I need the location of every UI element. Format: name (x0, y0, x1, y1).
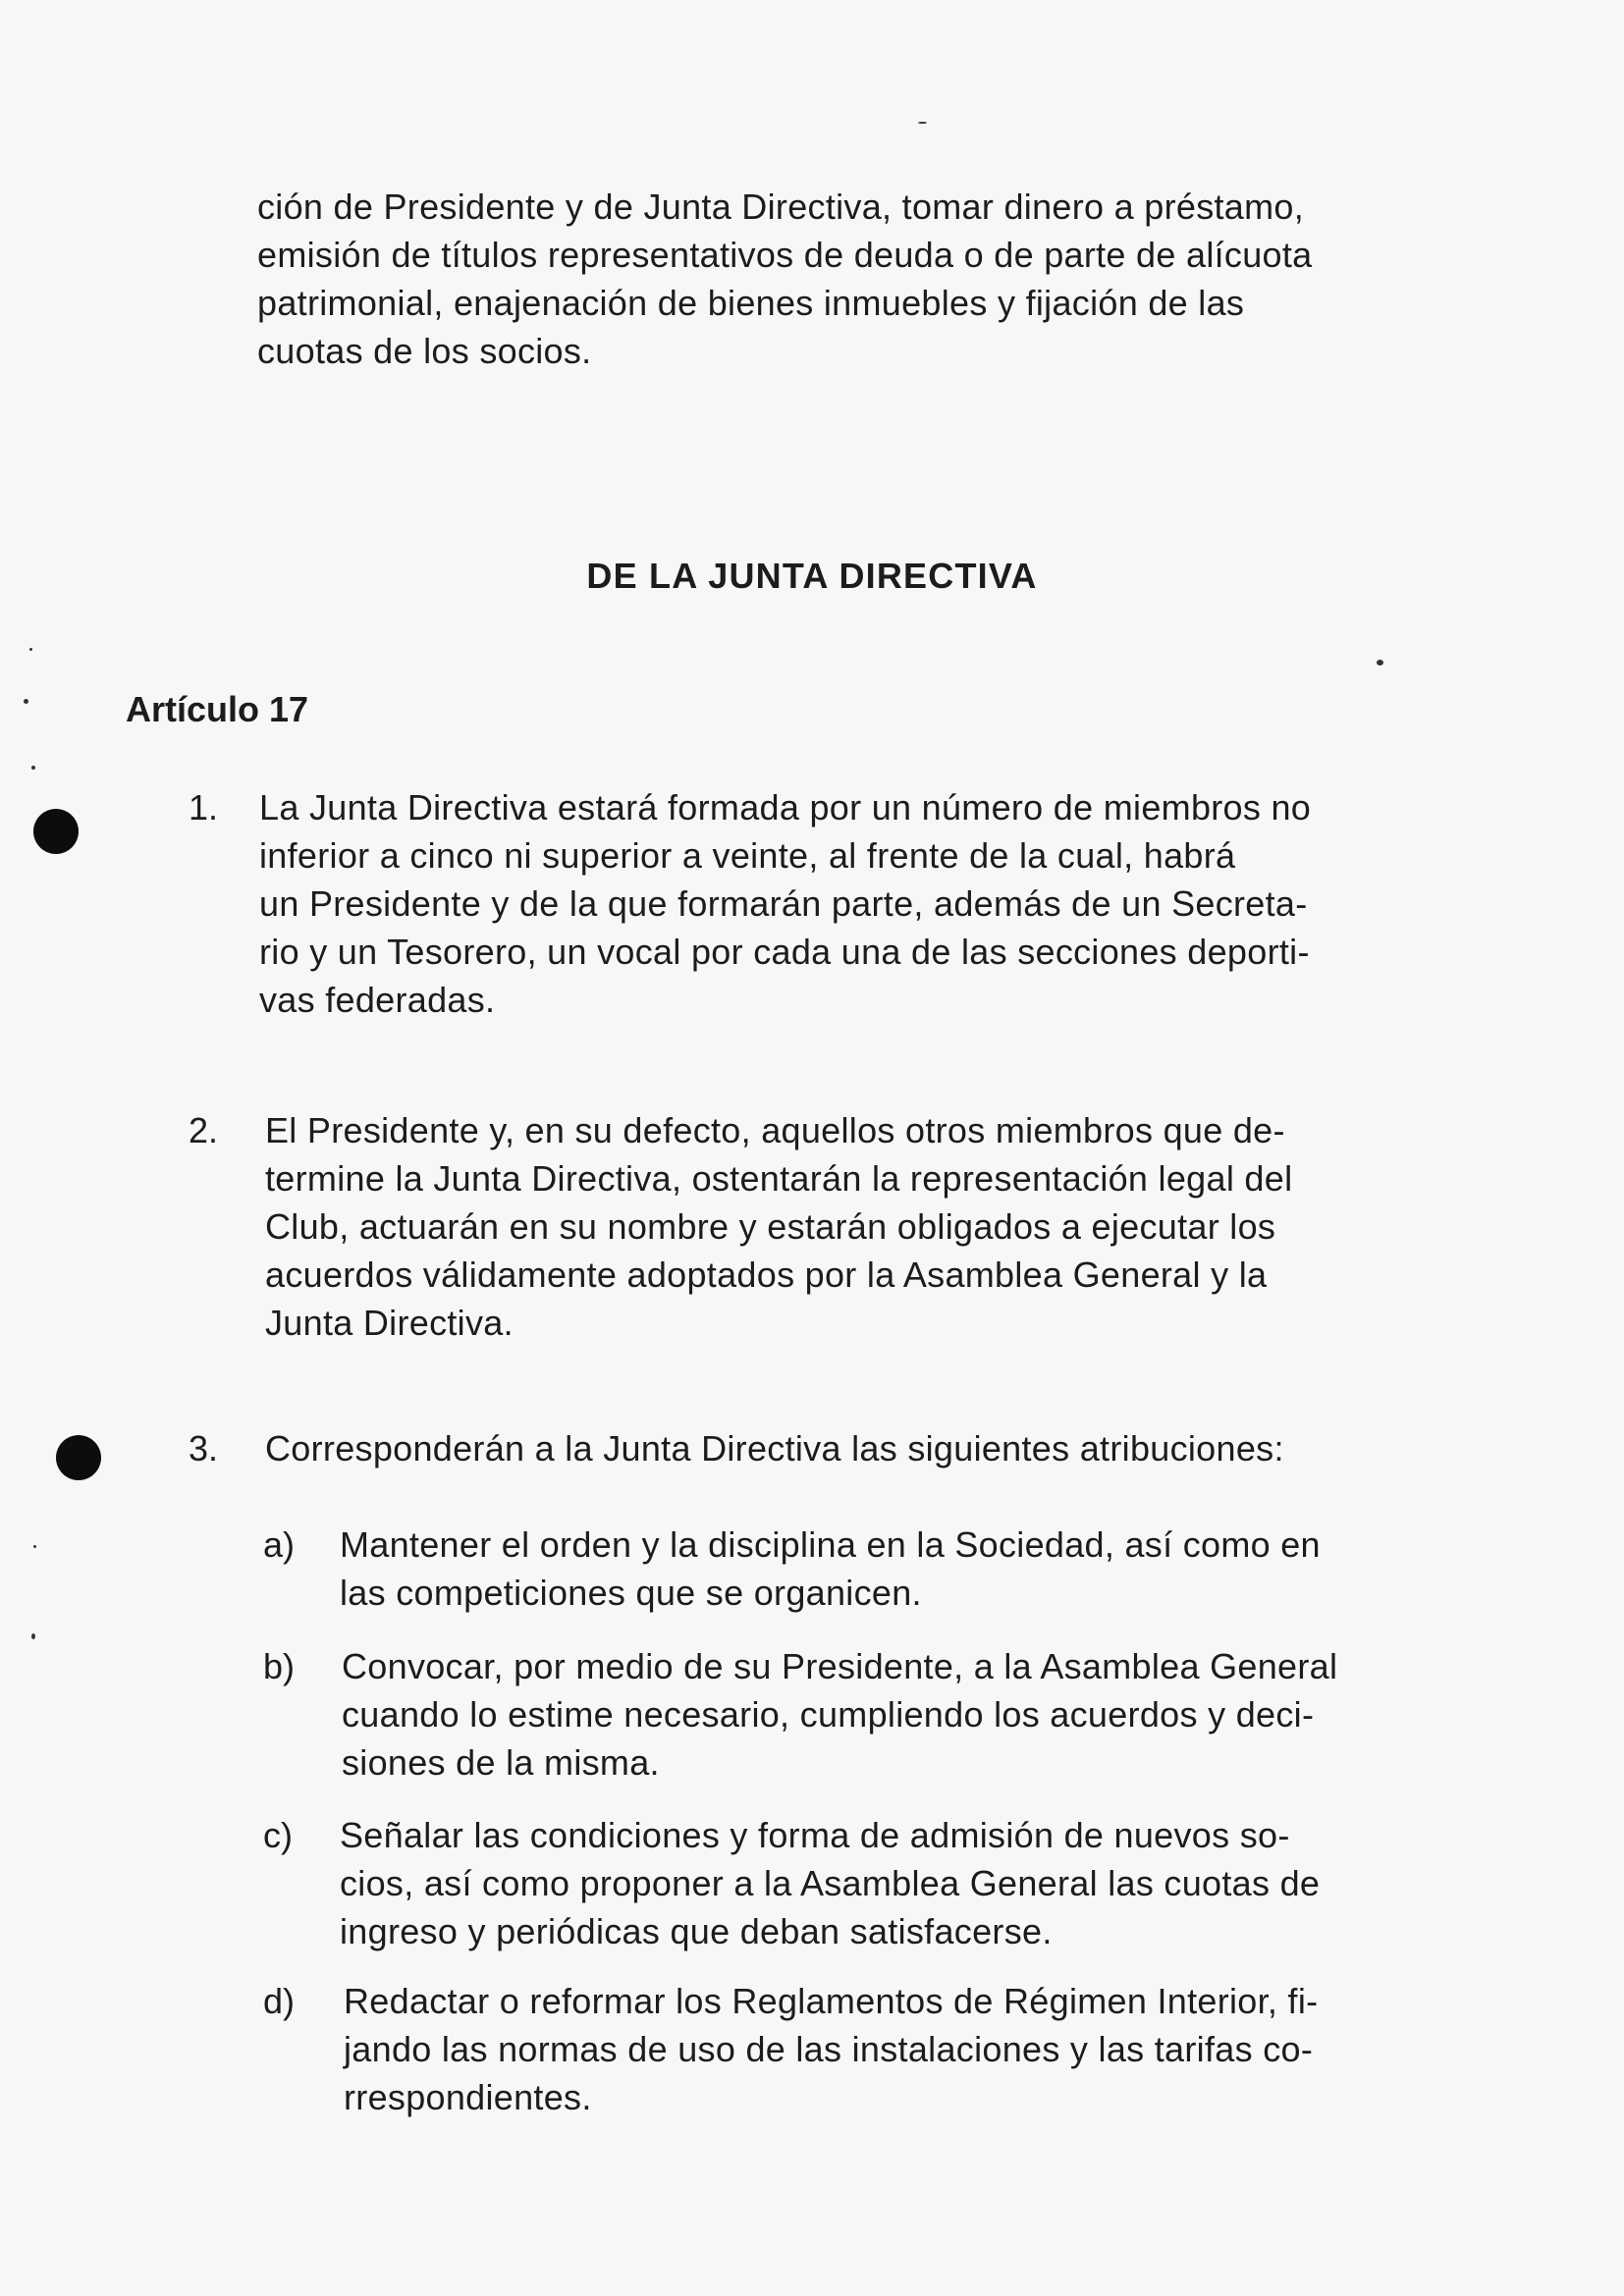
punch-hole-top (33, 809, 79, 854)
scan-speck (31, 1633, 35, 1639)
scan-speck (918, 122, 927, 124)
scan-speck (24, 699, 28, 704)
item-number: 1. (189, 787, 219, 828)
subitem-letter: b) (263, 1646, 296, 1686)
list-item: Corresponderán a la Junta Directiva las siguientes atribuciones: (265, 1428, 1284, 1468)
subitem-letter: c) (263, 1815, 293, 1855)
sub-list-item: Mantener el orden y la disciplina en la Sociedad, así como en las competiciones que se organicen. (340, 1524, 1321, 1613)
scan-speck (33, 1545, 36, 1548)
sub-list-item: Señalar las condiciones y forma de admisión de nuevos so- cios, así como proponer a la Asamblea General las cuotas de ingreso y periódicas que deban satisfacerse. (340, 1815, 1321, 1951)
list-item: El Presidente y, en su defecto, aquellos otros miembros que de- termine la Junta Directiva, ostentarán la representación legal del Club, actuarán en su nombre y estarán obligados a ejecutar los acuerdos válidamente adoptados por la Asamblea General y la Junta Directiva. (265, 1110, 1293, 1343)
punch-hole-bottom (56, 1435, 101, 1480)
scan-speck (1377, 660, 1383, 666)
subitem-letter: a) (263, 1524, 296, 1565)
section-heading: DE LA JUNTA DIRECTIVA (586, 556, 1038, 596)
intro-paragraph: ción de Presidente y de Junta Directiva, tomar dinero a préstamo, emisión de títulos representativos de deuda o de parte de alícuota patrimonial, enajenación de bienes inmuebles y fijación de las cuotas de los socios. (257, 187, 1313, 371)
list-item: La Junta Directiva estará formada por un número de miembros no inferior a cinco ni superior a veinte, al frente de la cual, habrá un Presidente y de la que formarán parte, además de un Secreta- rio y un Tesorero, un vocal por cada una de las secciones deporti- vas federadas. (259, 787, 1312, 1020)
article-title: Artículo 17 (126, 689, 309, 729)
scan-speck (29, 648, 32, 651)
item-number: 3. (189, 1428, 219, 1468)
sub-list-item: Convocar, por medio de su Presidente, a la Asamblea General cuando lo estime necesario, cumpliendo los acuerdos y deci- siones de la misma. (342, 1646, 1338, 1783)
sub-list-item: Redactar o reformar los Reglamentos de Régimen Interior, fi- jando las normas de uso de las instalaciones y las tarifas co- rrespondientes. (344, 1981, 1319, 2117)
subitem-letter: d) (263, 1981, 296, 2021)
scan-speck (31, 766, 35, 770)
item-number: 2. (189, 1110, 219, 1150)
